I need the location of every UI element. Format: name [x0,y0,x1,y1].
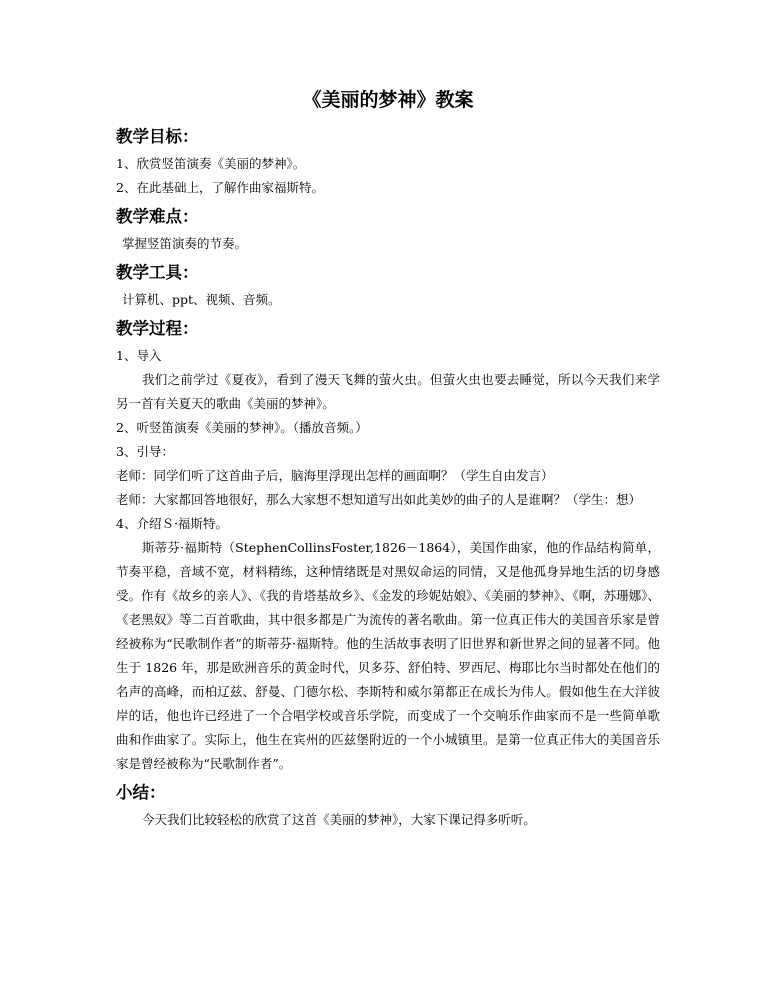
goal-item-1: 1、欣赏竖笛演奏《美丽的梦神》。 [116,156,306,171]
process-heading: 教学过程： [116,319,199,338]
document-page [116,86,660,832]
goals-heading: 教学目标： [116,127,199,146]
difficulty-text: 掌握竖笛演奏的节奏。 [122,236,248,251]
document-title: 《美丽的梦神》教案 [302,89,474,111]
goal-item-2: 2、在此基础上，了解作曲家福斯特。 [116,180,324,195]
difficulty-heading: 教学难点： [116,207,199,226]
summary-text: 今天我们比较轻松的欣赏了这首《美丽的梦神》，大家下课记得多听听。 [142,812,536,827]
step4-text: 斯蒂芬·福斯特（StephenCollinsFoster,1826－1864），美国作曲家，他的作品结构简单，节奏平稳，音域不宽，材料精练，这种情绪既是对黑奴命运的同情，又是他孤身异地生活的切身感受。作有《故乡的亲人》、《我的肯塔基故乡》、《金发的珍妮姑娘》、《美丽的梦神》、《啊，苏珊娜》、《老黑奴》等二百首歌曲，其中很多都是广为流传的著名歌曲。第一位真正伟大的美国音乐家是曾经被称为“民歌制作者”的斯蒂芬·福斯特。他的生活故事表明了旧世界和新世界之间的显著不同。他生于 1826 年，那是欧洲音乐的黄金时代，贝多芬、舒伯特、罗西尼、梅耶比尔当时都处在他们的名声的高峰，而柏辽兹、舒曼、门德尔松、李斯特和威尔第都正在成长为伟人。假如他生在大洋彼岸的话，他也许已经进了一个合唱学校或音乐学院，而变成了一个交响乐作曲家而不是一些简单歌曲和作曲家了。实际上，他生在宾州的匹兹堡附近的一个小城镇里。是第一位真正伟大的美国音乐家是曾经被称为“民歌制作者”。 [116,540,660,771]
step1-text: 我们之前学过《夏夜》，看到了漫天飞舞的萤火虫。但萤火虫也要去睡觉，所以今天我们来学另一首有关夏天的歌曲《美丽的梦神》。 [116,372,660,411]
step3-label: 3、引导： [116,444,174,459]
step2-text: 2、听竖笛演奏《美丽的梦神》。（播放音频。） [116,420,368,435]
teacher-line-1: 老师：同学们听了这首曲子后，脑海里浮现出怎样的画面啊？（学生自由发言） [116,468,554,483]
step1-label: 1、导入 [116,348,162,363]
teacher-line-2: 老师：大家都回答地很好，那么大家想不想知道写出如此美妙的曲子的人是谁啊？（学生：想） [116,492,642,507]
tools-text: 计算机、ppt、视频、音频。 [122,292,281,307]
summary-heading: 小结： [116,783,166,802]
tools-heading: 教学工具： [116,263,199,282]
step4-label: 4、介绍Ｓ·福斯特。 [116,516,228,531]
